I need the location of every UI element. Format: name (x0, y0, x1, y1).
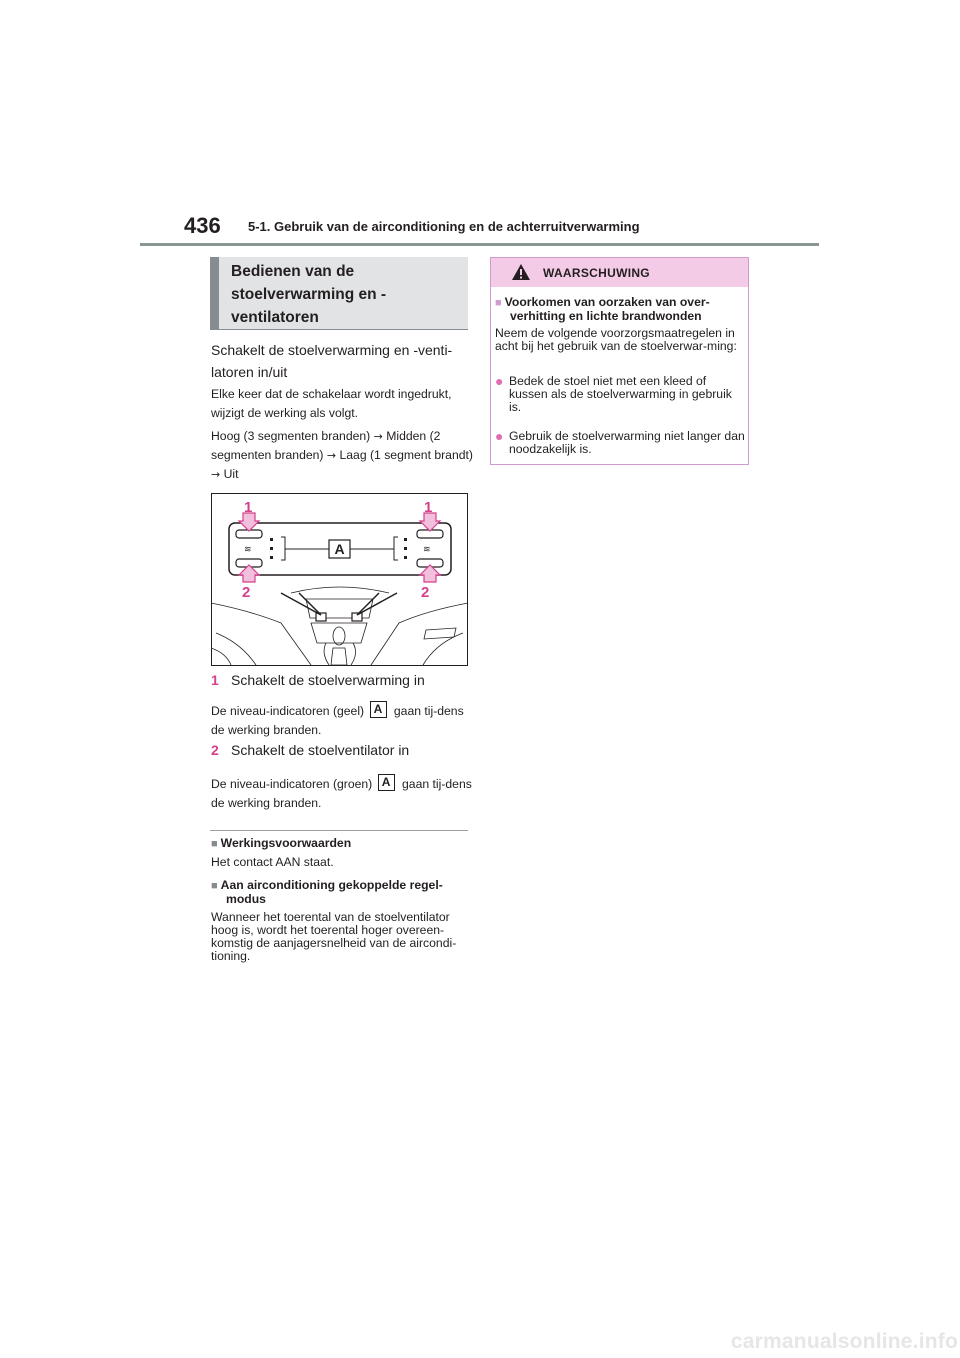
operation-description: Elke keer dat de schakelaar wordt ingedrukt, wijzigt de werking als volgt. (211, 387, 452, 420)
conditions-title (211, 837, 351, 851)
circle-bullet-icon: ● (495, 428, 504, 444)
linked-title-line2: modus (226, 892, 266, 906)
seat-switch-illustration (211, 493, 468, 666)
note-text: gaan tij-dens de werking branden. (211, 704, 464, 737)
warning-text: Neem de volgende voorzorgsmaatregelen in acht bij het gebruik van de stoelverwar-ming: (495, 326, 737, 353)
arrow-icon: → (326, 449, 337, 462)
section-title: Bedienen van de stoelverwarming en -ventilatoren (231, 263, 387, 326)
page-number: 436 (184, 213, 221, 238)
watermark: carmanualsonline.info (730, 1330, 958, 1353)
callout-a-label: A (334, 541, 345, 557)
section-heading-box (210, 257, 468, 330)
square-bullet-icon: ■ (211, 838, 218, 850)
callout-2-left: 2 (242, 584, 251, 601)
callout-2-right: 2 (421, 584, 430, 601)
callout-1-right: 1 (424, 499, 433, 516)
linked-title-line1: Aan airconditioning gekoppelde regel- (220, 878, 443, 892)
badge-a: A (370, 701, 387, 718)
linked-mode-text: Wanneer het toerental van de stoelventilator hoog is, wordt het toerental hoger overeen-komstig de aanjagersnelheid van de aircondi-tioning. (211, 910, 457, 963)
arrow-icon: → (373, 430, 383, 443)
warning-title-line2: verhitting en lichte brandwonden (510, 309, 702, 323)
badge-a: A (378, 774, 395, 791)
warning-header (491, 258, 748, 287)
linked-mode-title (211, 879, 473, 906)
step-label: Schakelt de stoelverwarming in (231, 672, 425, 688)
level-medium: Midden (2 segmenten branden) (211, 429, 441, 462)
warning-triangle-icon (511, 263, 531, 281)
warning-bullet (495, 430, 745, 456)
level-sequence (211, 427, 473, 484)
chapter-title: 5-1. Gebruik van de airconditioning en de achterruitverwarming (248, 219, 640, 234)
circle-bullet-icon: ● (495, 373, 504, 389)
note-text: De niveau-indicatoren (groen) (211, 777, 373, 791)
warning-title (495, 296, 745, 323)
square-bullet-icon: ■ (495, 297, 502, 309)
step-1 (211, 672, 425, 688)
step-2-note (211, 774, 473, 813)
step-number: 1 (211, 672, 219, 688)
warning-bullet-text: Gebruik de stoelverwarming niet langer dan noodzakelijk is. (509, 429, 745, 456)
header-rule (140, 243, 819, 246)
level-low: Laag (1 segment brandt) (339, 448, 473, 462)
level-off: Uit (223, 467, 239, 481)
level-high: Hoog (3 segmenten branden) (211, 429, 371, 443)
note-text: gaan tij-dens de werking branden. (211, 777, 472, 810)
step-1-note (211, 701, 473, 740)
arrow-icon: → (211, 468, 221, 481)
warning-bullet-text: Bedek de stoel niet met een kleed of kussen als de stoelverwarming in gebruik is. (509, 374, 732, 414)
step-number: 2 (211, 742, 219, 758)
note-text: De niveau-indicatoren (geel) (211, 704, 365, 718)
svg-text:≋: ≋ (423, 545, 431, 555)
conditions-text: Het contact AAN staat. (211, 855, 334, 869)
warning-title-line1: Voorkomen van oorzaken van over- (504, 295, 710, 309)
svg-text:≋: ≋ (244, 545, 252, 555)
square-bullet-icon: ■ (211, 880, 218, 892)
warning-label: WAARSCHUWING (543, 266, 650, 280)
section-lead: Schakelt de stoelverwarming en -venti-latoren in/uit (211, 342, 453, 380)
warning-bullet (495, 375, 745, 414)
step-2 (211, 742, 409, 758)
divider (210, 830, 468, 831)
step-label: Schakelt de stoelventilator in (231, 742, 410, 758)
callout-1-left: 1 (244, 499, 253, 516)
conditions-title-text: Werkingsvoorwaarden (220, 836, 352, 850)
